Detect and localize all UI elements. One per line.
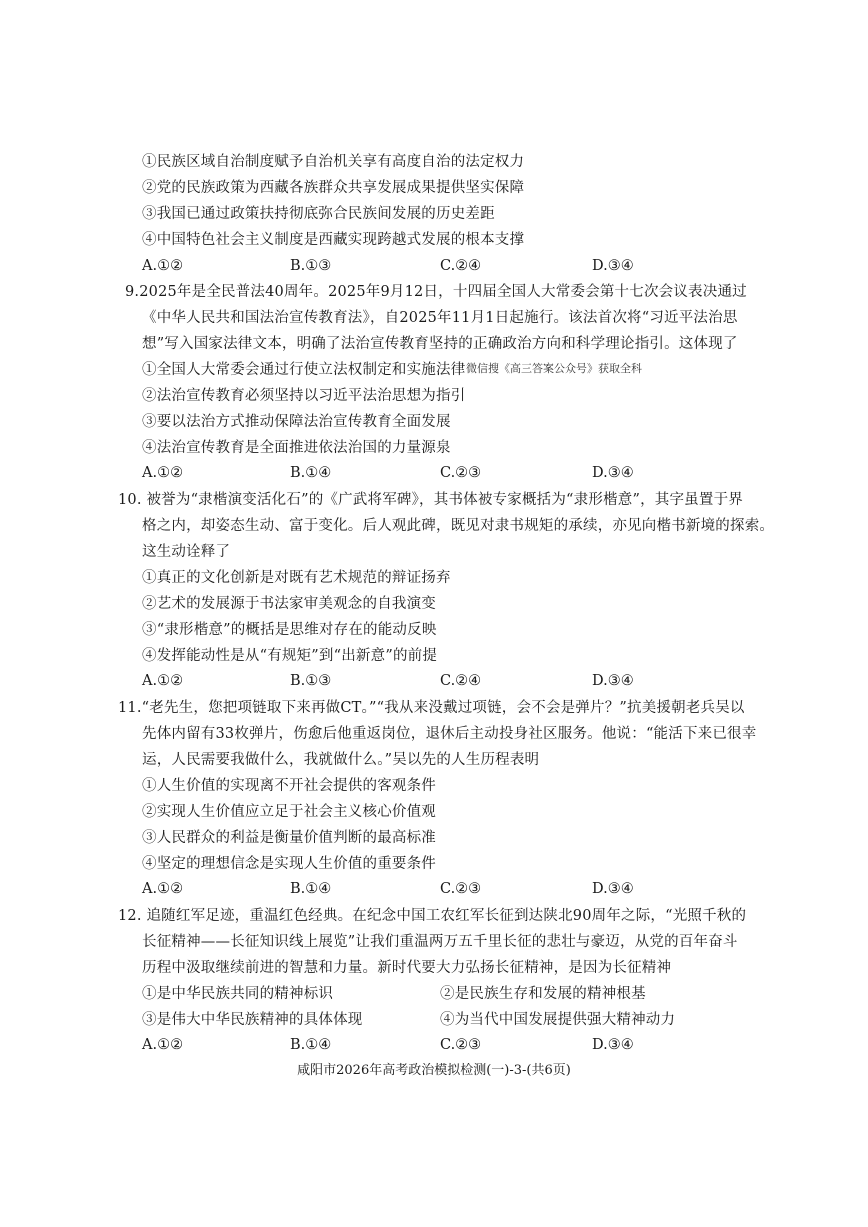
q10-option-b: B.①③ xyxy=(290,673,332,689)
q9-option-d: D.③④ xyxy=(592,465,634,481)
q9-option-b: B.①④ xyxy=(290,465,332,481)
q12-stem-line-1: 12. 追随红军足迹，重温红色经典。在纪念中国工农红军长征到达陕北90周年之际，“光照千秋的 xyxy=(118,908,747,924)
q11-stem-line-1: 11.“老先生，您把项链取下来再做CT。”“我从来没戴过项链，会不会是弹片？”抗美援朝老兵吴以 xyxy=(118,700,745,716)
q12-option-c: C.②③ xyxy=(440,1037,482,1053)
q12-option-a: A.①② xyxy=(142,1037,184,1053)
q12-option-b: B.①④ xyxy=(290,1037,332,1053)
q8-item-4: ④中国特色社会主义制度是西藏实现跨越式发展的根本支撑 xyxy=(142,232,525,248)
q9-stem-line-3: 想”写入国家法律文本，明确了法治宣传教育坚持的正确政治方向和科学理论指引。这体现了 xyxy=(142,336,738,352)
q9-item-1: ①全国人大常委会通过行使立法权制定和实施法律 xyxy=(142,362,466,378)
q9-stem-line-2: 《中华人民共和国法治宣传教育法》，自2025年11月1日起施行。该法首次将“习近平法治思 xyxy=(142,310,738,326)
q9-option-a: A.①② xyxy=(142,465,184,481)
q11-stem-line-3: 运，人民需要我做什么，我就做什么。”吴以先的人生历程表明 xyxy=(142,752,540,768)
q9-item-2: ②法治宣传教育必须坚持以习近平法治思想为指引 xyxy=(142,388,466,404)
q10-option-a: A.①② xyxy=(142,673,184,689)
q11-item-3: ③人民群众的利益是衡量价值判断的最高标准 xyxy=(142,830,436,846)
q11-option-b: B.①④ xyxy=(290,881,332,897)
q10-stem-line-2: 格之内，却姿态生动、富于变化。后人观此碑，既见对隶书规矩的承续，亦见向楷书新境的探索。 xyxy=(142,518,775,534)
q10-item-4: ④发挥能动性是从“有规矩”到“出新意”的前提 xyxy=(142,648,438,664)
q11-option-c: C.②③ xyxy=(440,881,482,897)
q12-stem-line-3: 历程中汲取继续前进的智慧和力量。新时代要大力弘扬长征精神，是因为长征精神 xyxy=(142,960,672,976)
q12-option-d: D.③④ xyxy=(592,1037,634,1053)
q11-item-4: ④坚定的理想信念是实现人生价值的重要条件 xyxy=(142,856,436,872)
q9-item-4: ④法治宣传教育是全面推进依法治国的力量源泉 xyxy=(142,440,451,456)
q12-item-2: ②是民族生存和发展的精神根基 xyxy=(440,986,646,1002)
page-footer: 咸阳市2026年高考政治模拟检测(一)-3-(共6页) xyxy=(297,1063,571,1078)
q10-item-1: ①真正的文化创新是对既有艺术规范的辩证扬弃 xyxy=(142,570,451,586)
q11-item-2: ②实现人生价值应立足于社会主义核心价值观 xyxy=(142,804,436,820)
q12-item-1: ①是中华民族共同的精神标识 xyxy=(142,986,334,1002)
q10-option-d: D.③④ xyxy=(592,673,634,689)
q11-option-d: D.③④ xyxy=(592,881,634,897)
q10-item-3: ③“隶形楷意”的概括是思维对存在的能动反映 xyxy=(142,622,437,638)
q9-stem-line-1: 9.2025年是全民普法40周年。2025年9月12日，十四届全国人大常委会第十七次会议表决通过 xyxy=(125,284,747,300)
q8-option-c: C.②④ xyxy=(440,258,482,274)
watermark-text: 微信搜《高三答案公众号》获取全科 xyxy=(466,362,642,375)
q12-item-4: ④为当代中国发展提供强大精神动力 xyxy=(440,1012,676,1028)
q11-item-1: ①人生价值的实现离不开社会提供的客观条件 xyxy=(142,778,436,794)
q11-stem-line-2: 先体内留有33枚弹片，伤愈后他重返岗位，退休后主动投身社区服务。他说：“能活下来已很幸 xyxy=(142,726,757,742)
q8-option-a: A.①② xyxy=(142,258,184,274)
q10-item-2: ②艺术的发展源于书法家审美观念的自我演变 xyxy=(142,596,436,612)
q12-stem-line-2: 长征精神——长征知识线上展览”让我们重温两万五千里长征的悲壮与豪迈，从党的百年奋斗 xyxy=(142,934,738,950)
q10-stem-line-1: 10. 被誉为“隶楷演变活化石”的《广武将军碑》，其书体被专家概括为“隶形楷意”，其字虽置于界 xyxy=(118,492,743,508)
q8-item-1: ①民族区域自治制度赋予自治机关享有高度自治的法定权力 xyxy=(142,154,525,170)
q8-item-2: ②党的民族政策为西藏各族群众共享发展成果提供坚实保障 xyxy=(142,180,525,196)
q8-option-b: B.①③ xyxy=(290,258,332,274)
q9-option-c: C.②③ xyxy=(440,465,482,481)
q8-option-d: D.③④ xyxy=(592,258,634,274)
q11-option-a: A.①② xyxy=(142,881,184,897)
q12-item-3: ③是伟大中华民族精神的具体体现 xyxy=(142,1012,363,1028)
q10-option-c: C.②④ xyxy=(440,673,482,689)
q8-item-3: ③我国已通过政策扶持彻底弥合民族间发展的历史差距 xyxy=(142,206,495,222)
q10-stem-line-3: 这生动诠释了 xyxy=(142,544,231,560)
q9-item-3: ③要以法治方式推动保障法治宣传教育全面发展 xyxy=(142,414,451,430)
